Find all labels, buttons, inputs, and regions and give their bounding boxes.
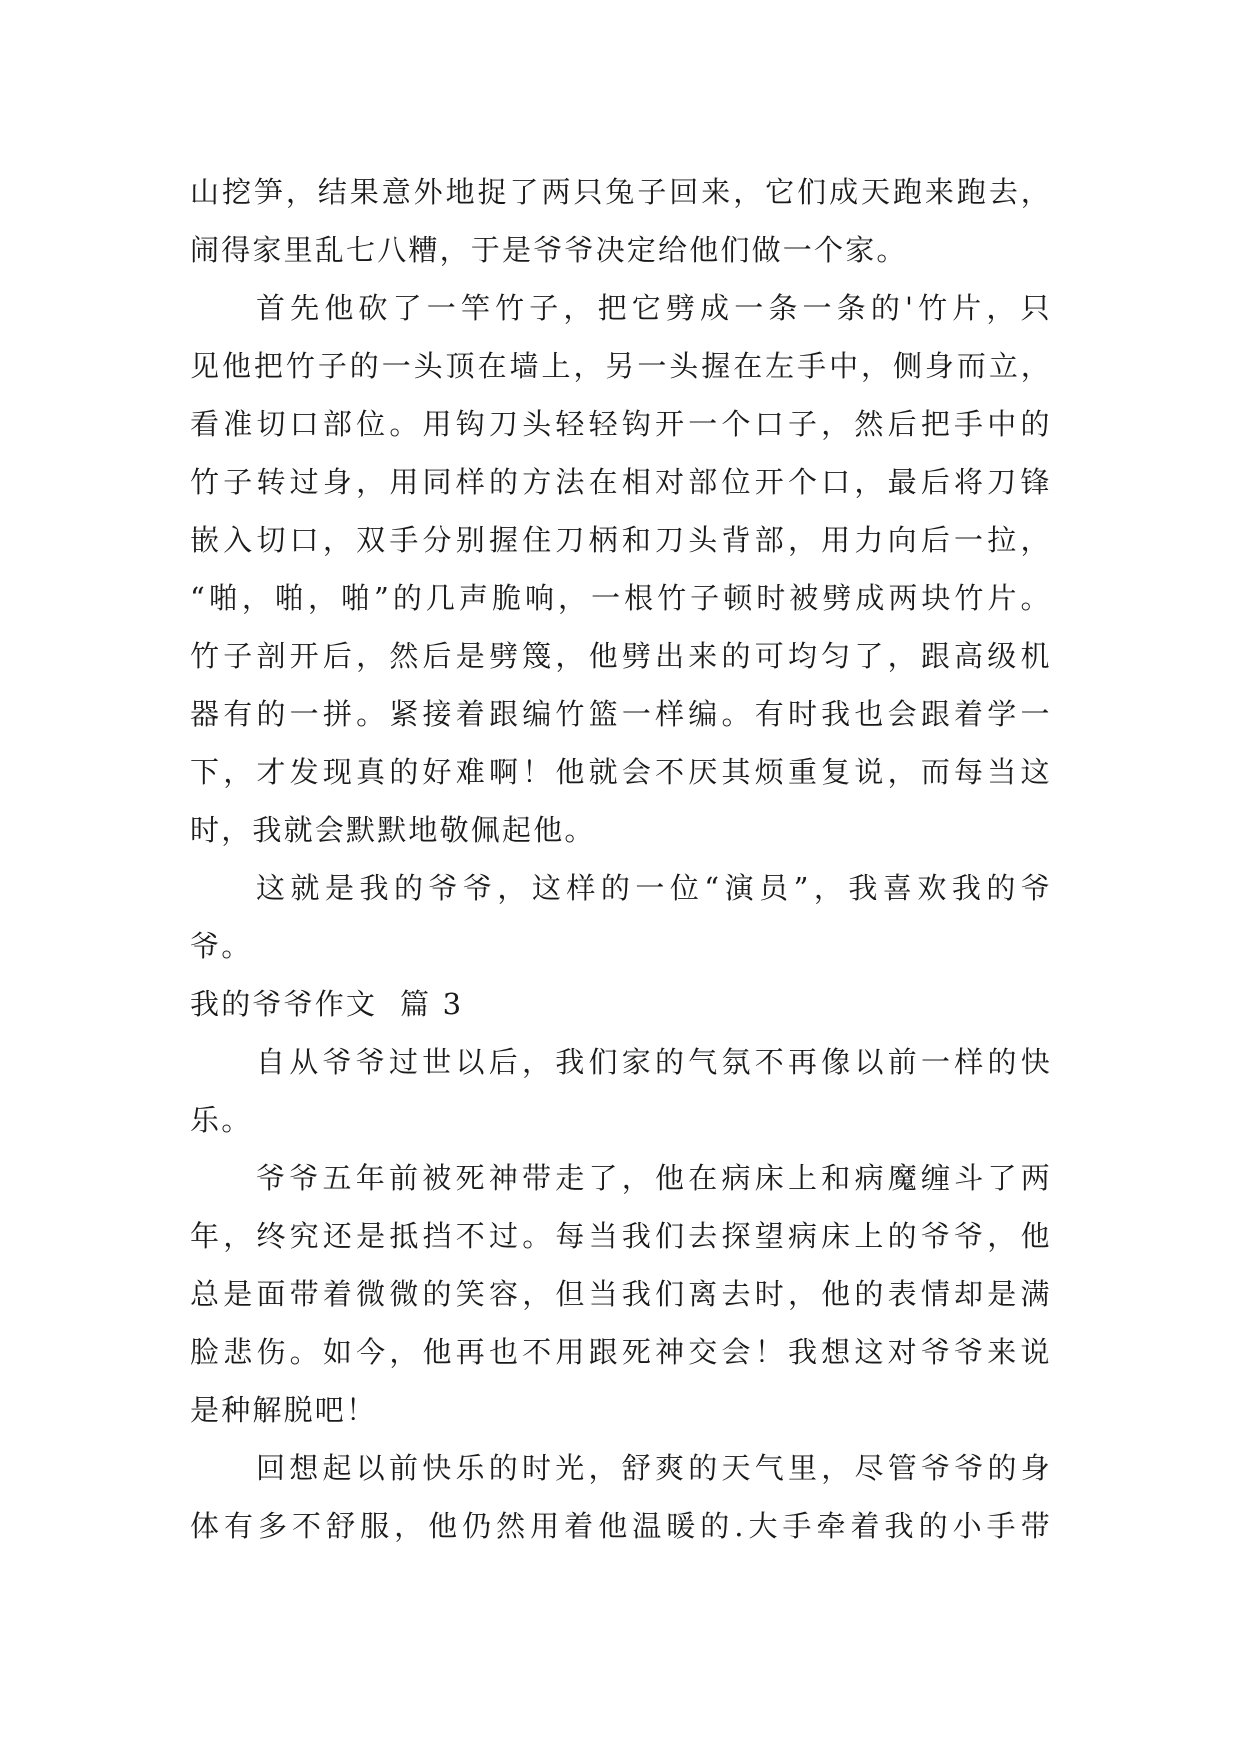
- section-heading: [190, 975, 1052, 1033]
- paragraph-line: 竹 子 转 过 身 ， 用 同 样 的 方 法 在 相 对 部 位 开 个 口 ， 最 后 将 刀 锋: [190, 465, 1052, 499]
- paragraph: [190, 1033, 1052, 1149]
- paragraph: [190, 163, 1052, 279]
- paragraph-line: 下 ， 才 发 现 真 的 好 难 啊 ！ 他 就 会 不 厌 其 烦 重 复 说 ， 而 每 当 这: [190, 755, 1052, 789]
- paragraph-line: 回 想 起 以 前 快 乐 的 时 光 ， 舒 爽 的 天 气 里 ， 尽 管 爷 爷 的 身: [256, 1451, 1052, 1485]
- paragraph-line: 嵌 入 切 口 ， 双 手 分 别 握 住 刀 柄 和 刀 头 背 部 ， 用 力 向 后 一 拉 ，: [190, 523, 1052, 557]
- paragraph-line: 时，我就会默默地敬佩起他。: [190, 813, 596, 847]
- paragraph-line: 竹 子 剖 开 后 ， 然 后 是 劈 篾 ， 他 劈 出 来 的 可 均 匀 了 ， 跟 高 级 机: [190, 639, 1052, 673]
- paragraph-line: 乐。: [190, 1103, 253, 1137]
- paragraph-line: 首 先 他 砍 了 一 竿 竹 子 ， 把 它 劈 成 一 条 一 条 的 ' 竹 片 ， 只: [256, 291, 1052, 325]
- paragraph: [190, 1439, 1052, 1555]
- paragraph-line: 这 就 是 我 的 爷 爷 ， 这 样 的 一 位 “ 演 员 ” ， 我 喜 欢 我 的 爷: [256, 871, 1052, 905]
- paragraph-line: 爷。: [190, 929, 253, 963]
- document-body: [190, 163, 1052, 1555]
- paragraph-line: 体 有 多 不 舒 服 ， 他 仍 然 用 着 他 温 暖 的 . 大 手 牵 着 我 的 小 手 带: [190, 1509, 1052, 1543]
- section-heading-text: 我的爷爷作文 篇 3: [190, 987, 464, 1021]
- paragraph-line: 见 他 把 竹 子 的 一 头 顶 在 墙 上 ， 另 一 头 握 在 左 手 中 ， 侧 身 而 立 ，: [190, 349, 1052, 383]
- paragraph-line: 自 从 爷 爷 过 世 以 后 ， 我 们 家 的 气 氛 不 再 像 以 前 一 样 的 快: [256, 1045, 1052, 1079]
- paragraph-line: 年 ， 终 究 还 是 抵 挡 不 过 。 每 当 我 们 去 探 望 病 床 上 的 爷 爷 ， 他: [190, 1219, 1052, 1253]
- paragraph: [190, 1149, 1052, 1439]
- paragraph: [190, 859, 1052, 975]
- paragraph-line: 脸 悲 伤 。 如 今 ， 他 再 也 不 用 跟 死 神 交 会 ！ 我 想 这 对 爷 爷 来 说: [190, 1335, 1052, 1369]
- paragraph: [190, 279, 1052, 859]
- paragraph-line: 器 有 的 一 拼 。 紧 接 着 跟 编 竹 篮 一 样 编 。 有 时 我 也 会 跟 着 学 一: [190, 697, 1052, 731]
- paragraph-line: 看 准 切 口 部 位 。 用 钩 刀 头 轻 轻 钩 开 一 个 口 子 ， 然 后 把 手 中 的: [190, 407, 1052, 441]
- paragraph-line: 山 挖 笋 ， 结 果 意 外 地 捉 了 两 只 兔 子 回 来 ， 它 们 成 天 跑 来 跑 去 ，: [190, 175, 1052, 209]
- paragraph-line: 是种解脱吧！: [190, 1393, 378, 1427]
- paragraph-line: “ 啪 ， 啪 ， 啪 ” 的 几 声 脆 响 ， 一 根 竹 子 顿 时 被 劈 成 两 块 竹 片 。: [190, 581, 1052, 615]
- paragraph-line: 总 是 面 带 着 微 微 的 笑 容 ， 但 当 我 们 离 去 时 ， 他 的 表 情 却 是 满: [190, 1277, 1052, 1311]
- paragraph-line: 闹得家里乱七八糟，于是爷爷决定给他们做一个家。: [190, 233, 908, 267]
- paragraph-line: 爷 爷 五 年 前 被 死 神 带 走 了 ， 他 在 病 床 上 和 病 魔 缠 斗 了 两: [256, 1161, 1052, 1195]
